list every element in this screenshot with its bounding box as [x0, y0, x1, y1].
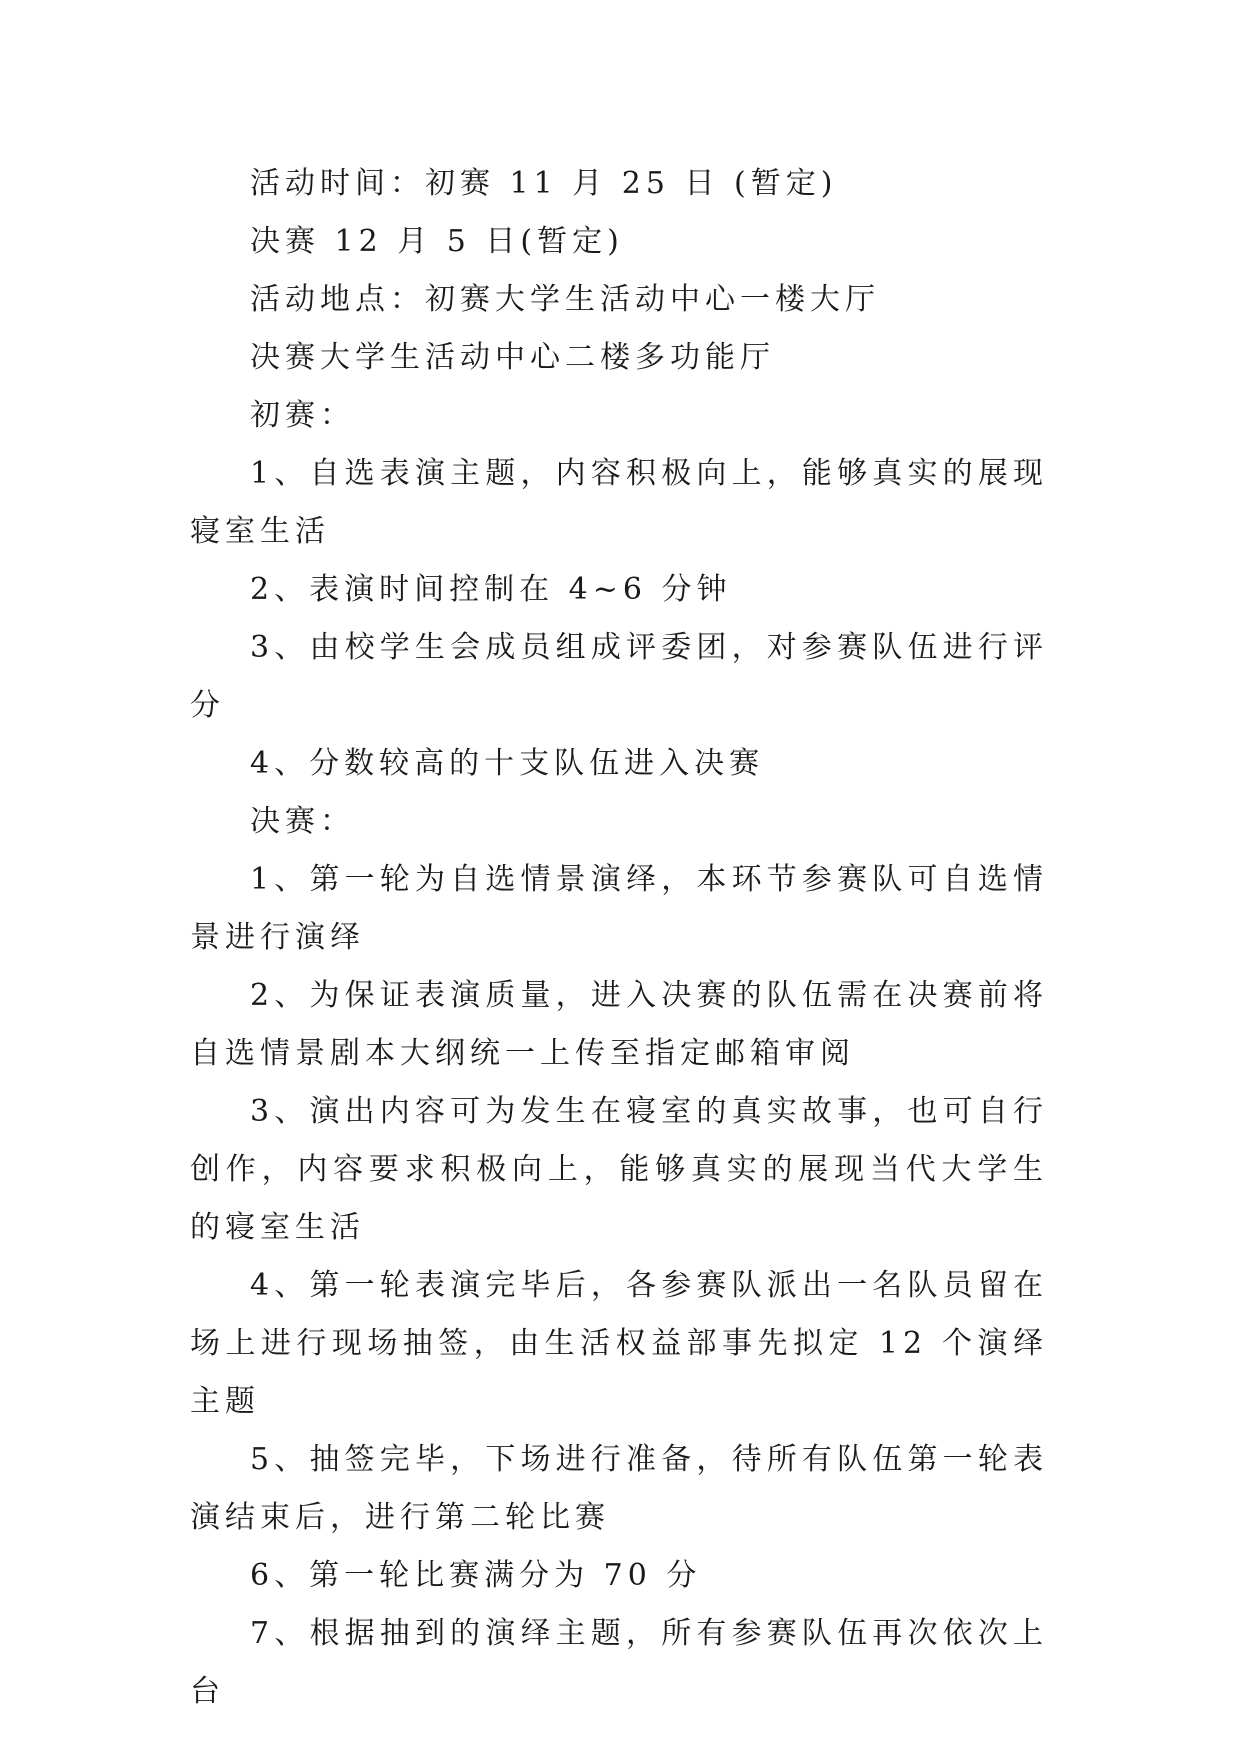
heading-preliminary: 初赛：: [250, 398, 355, 433]
heading-final: 决赛：: [250, 804, 355, 839]
paragraph-final-location: 决赛大学生活动中心二楼多功能厅: [250, 340, 775, 375]
final-rule-4: 4、第一轮表演完毕后，各参赛队派出一名队员留在场上进行现场抽签，由生活权益部事先拟定 12 个演绎主题: [190, 1268, 1048, 1419]
preliminary-rule-1: 1、自选表演主题，内容积极向上，能够真实的展现寝室生活: [190, 456, 1048, 549]
final-rule-6: 6、第一轮比赛满分为 70 分: [250, 1558, 702, 1593]
preliminary-rule-4: 4、分数较高的十支队伍进入决赛: [250, 746, 765, 781]
final-rule-5: 5、抽签完毕，下场进行准备，待所有队伍第一轮表演结束后，进行第二轮比赛: [190, 1442, 1048, 1535]
paragraph-event-location: 活动地点：初赛大学生活动中心一楼大厅: [250, 282, 880, 317]
final-rule-2: 2、为保证表演质量，进入决赛的队伍需在决赛前将自选情景剧本大纲统一上传至指定邮箱审阅: [190, 978, 1048, 1071]
paragraph-final-time: 决赛 12 月 5 日(暂定): [250, 224, 624, 259]
preliminary-rule-3: 3、由校学生会成员组成评委团，对参赛队伍进行评分: [190, 630, 1048, 723]
document-body: [190, 155, 1048, 1721]
paragraph-event-time: 活动时间：初赛 11 月 25 日 (暂定): [250, 166, 838, 201]
final-rule-7: 7、根据抽到的演绎主题，所有参赛队伍再次依次上台: [190, 1616, 1048, 1709]
preliminary-rule-2: 2、表演时间控制在 4~6 分钟: [250, 572, 732, 607]
final-rule-1: 1、第一轮为自选情景演绎，本环节参赛队可自选情景进行演绎: [190, 862, 1048, 955]
final-rule-3: 3、演出内容可为发生在寝室的真实故事，也可自行创作，内容要求积极向上，能够真实的展现当代大学生的寝室生活: [190, 1094, 1048, 1245]
